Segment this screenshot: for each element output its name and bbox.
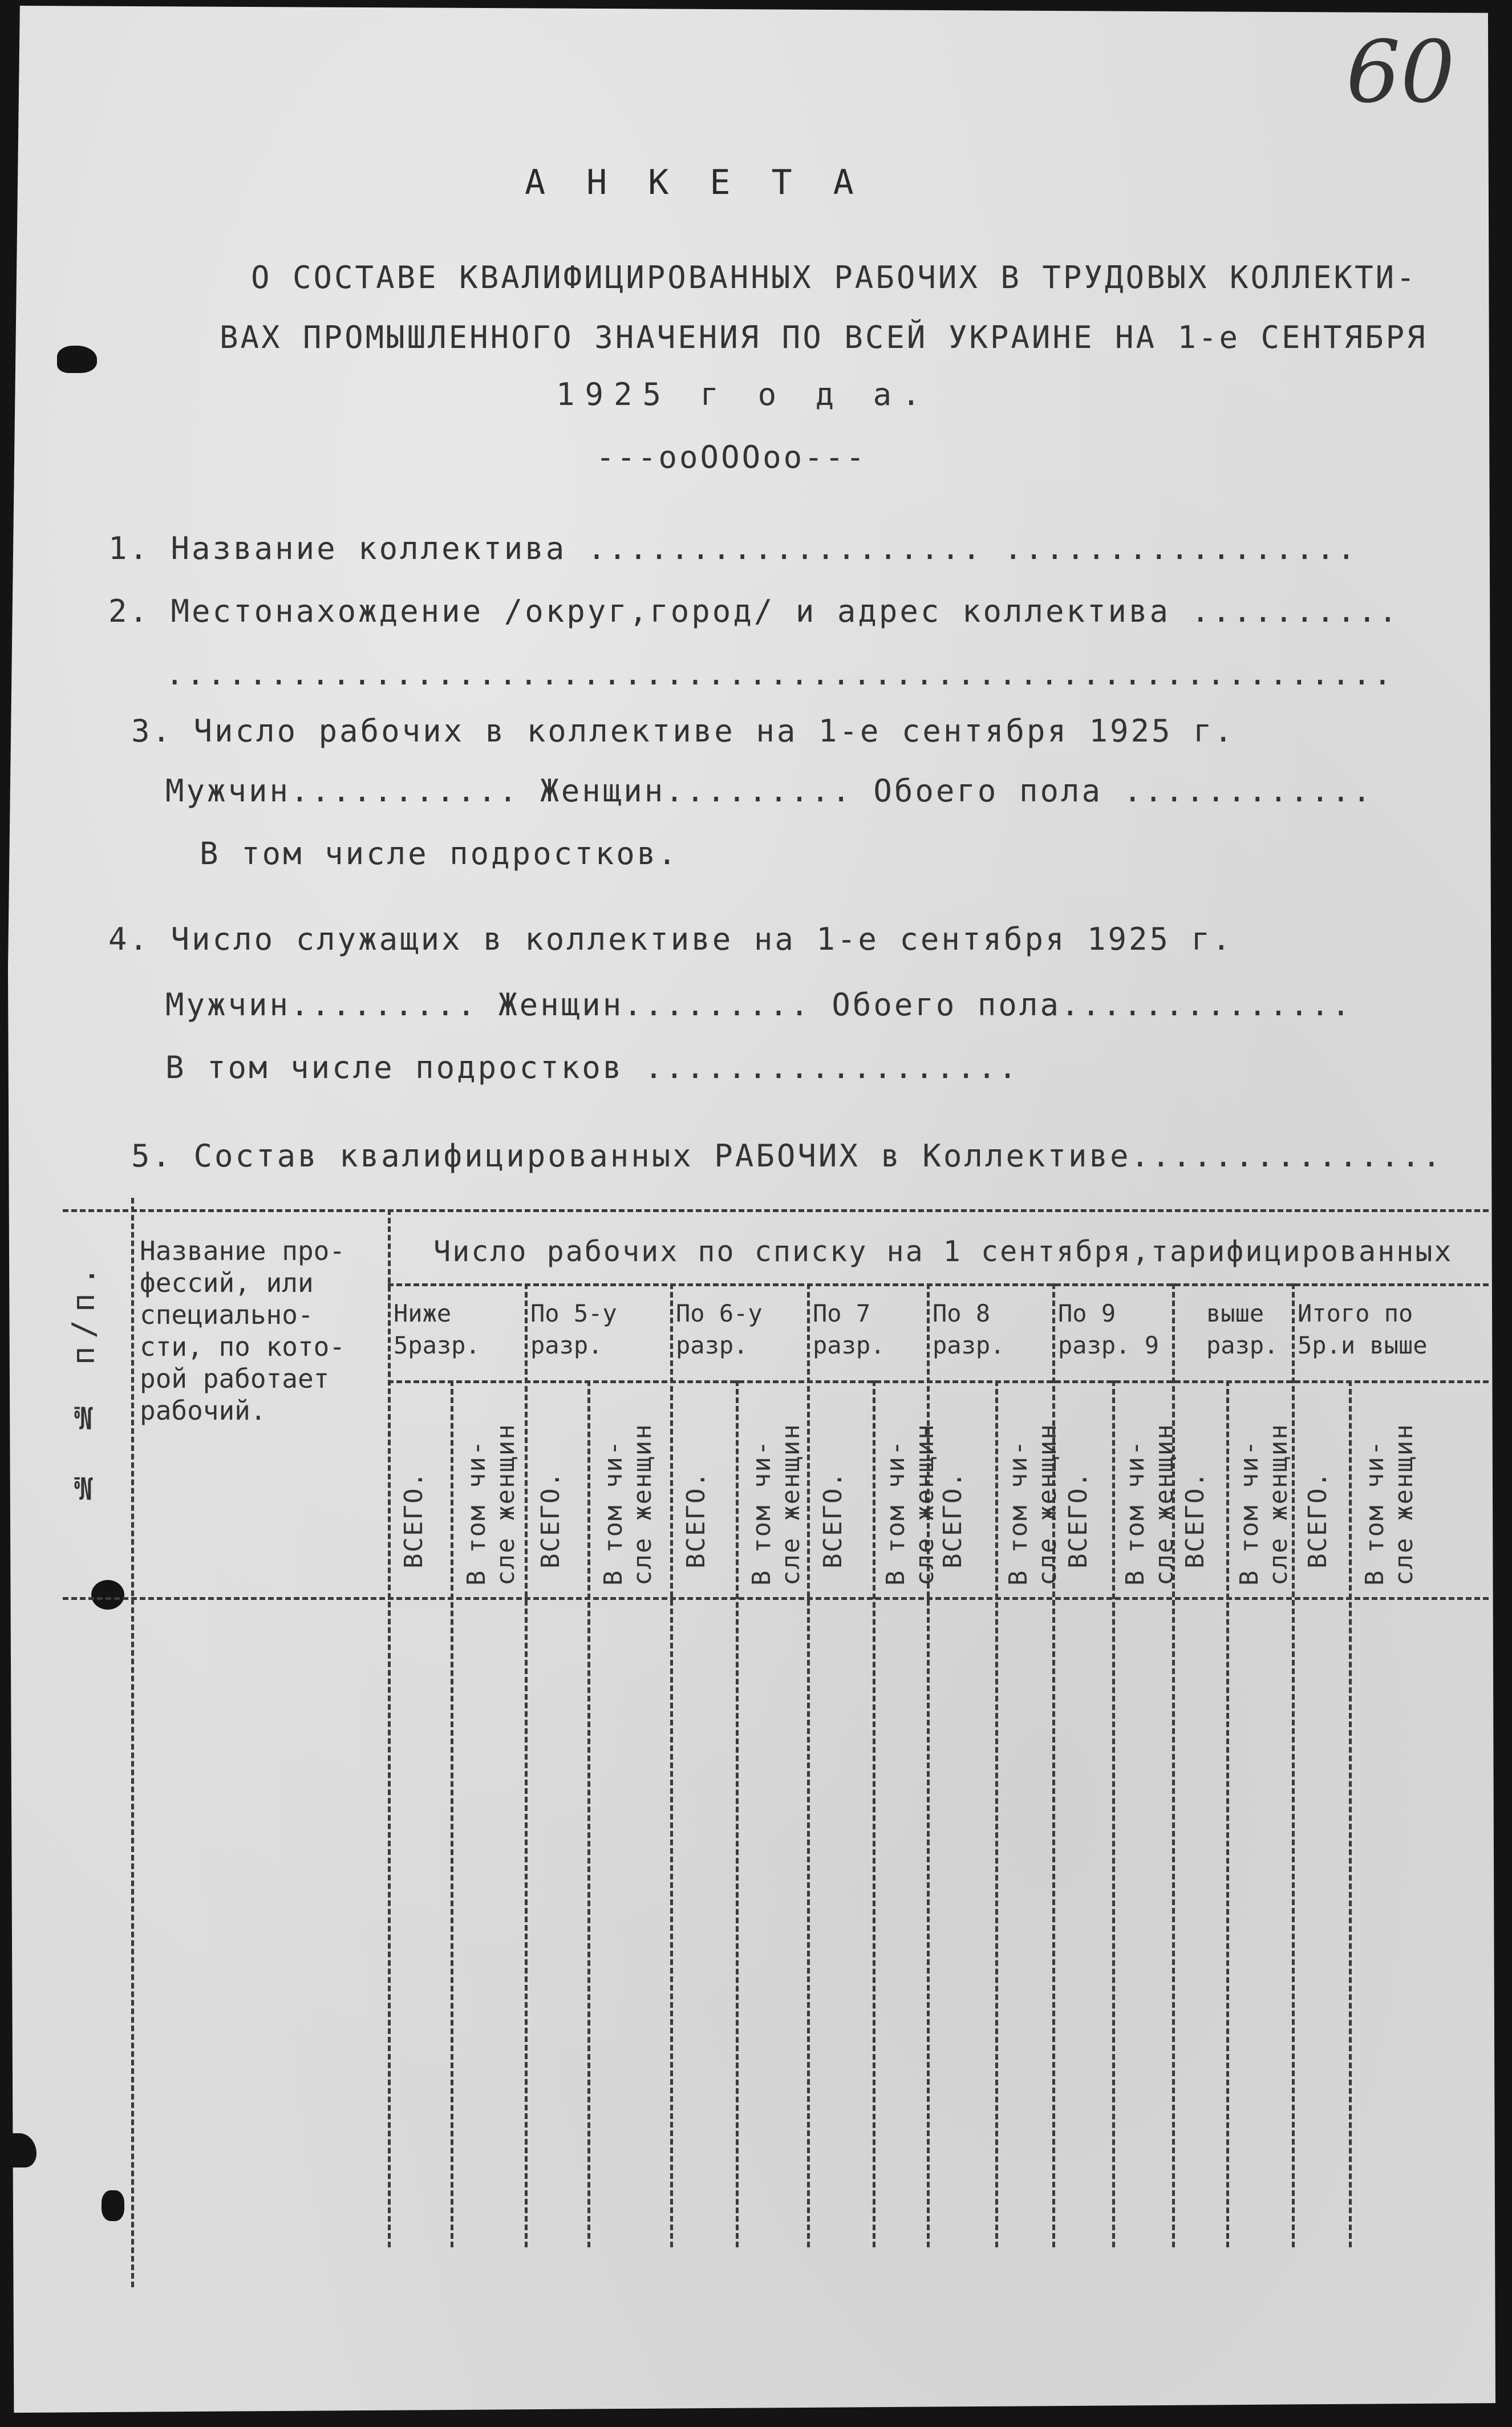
group-5: По 5-у разр. (530, 1299, 617, 1359)
punch-hole (91, 1580, 124, 1610)
group-6: По 6-у разр. (676, 1299, 763, 1359)
table-top-rule (63, 1209, 1489, 1212)
sub-total: ВСЕГО. (682, 1471, 711, 1569)
group-header: Число рабочих по списку на 1 сентября,тарифицированных (433, 1235, 1453, 1268)
sub-total: ВСЕГО. (938, 1471, 967, 1569)
table-col-rule (1112, 1380, 1115, 2247)
group-9: По 9 разр. 9 (1058, 1299, 1160, 1359)
table-col-rule (451, 1380, 453, 2247)
group-total: Итого по 5р.и выше (1298, 1299, 1428, 1359)
group-7: По 7 разр. (813, 1299, 885, 1359)
sub-total: ВСЕГО. (399, 1471, 428, 1569)
separator: ---ооОООоо--- (596, 439, 867, 475)
table-col-rule (995, 1380, 998, 2247)
table-col-rule (587, 1380, 590, 2247)
table-col-rule (1226, 1380, 1229, 2247)
sub-total: ВСЕГО. (536, 1471, 565, 1569)
sub-total: ВСЕГО. (1064, 1471, 1093, 1569)
subtitle-line-2: ВАХ ПРОМЫШЛЕННОГО ЗНАЧЕНИЯ ПО ВСЕЙ УКРАИНЕ НА 1-е СЕНТЯБРЯ (220, 319, 1428, 355)
question-3: 3. Число рабочих в коллективе на 1-е сентября 1925 г. (131, 713, 1235, 749)
table-col-rule (525, 1283, 528, 2247)
table-subgroup-rule (388, 1283, 1489, 1286)
sub-total: ВСЕГО. (818, 1471, 848, 1569)
sub-women: В том чи- сле женщин (599, 1423, 657, 1586)
table-col-rule (873, 1380, 875, 2247)
sub-women: В том чи- сле женщин (881, 1423, 939, 1586)
folio-number: 60 (1346, 23, 1455, 122)
question-4: 4. Число служащих в коллективе на 1-е сентября 1925 г. (108, 921, 1233, 957)
group-8: По 8 разр. (933, 1299, 1005, 1359)
question-5: 5. Состав квалифицированных РАБОЧИХ в Коллективе............... (131, 1138, 1444, 1174)
punch-hole (102, 2190, 124, 2221)
sub-women: В том чи- сле женщин (462, 1423, 520, 1586)
question-2: 2. Местонахождение /округ,город/ и адрес коллектива .......... (108, 593, 1400, 629)
table-col-rule (1349, 1380, 1352, 2247)
group-above-9: выше разр. (1206, 1299, 1279, 1359)
sub-women: В том чи- сле женщин (1235, 1423, 1293, 1586)
sub-women: В том чи- сле женщин (747, 1423, 805, 1586)
column-header-number: № № п/п. (66, 1258, 102, 1506)
group-below-5: Ниже 5разр. (394, 1299, 480, 1359)
table-col-rule (736, 1380, 739, 2247)
question-4-teens: В том числе подростков .................. (165, 1050, 1019, 1085)
table-left-rule (131, 1198, 134, 2287)
question-3-split: Мужчин........... Женщин......... Обоего пола ............ (165, 773, 1373, 809)
sub-women: В том чи- сле женщин (1360, 1423, 1418, 1586)
table-col-rule (807, 1283, 810, 2247)
subtitle-line-1: О СОСТАВЕ КВАЛИФИЦИРОВАННЫХ РАБОЧИХ В ТРУДОВЫХ КОЛЛЕКТИ- (251, 260, 1417, 295)
question-1: 1. Название коллектива ................... ................. (108, 530, 1358, 566)
document-title: АНКЕТА (525, 163, 895, 202)
table-col-rule (388, 1209, 391, 2247)
question-2-line: ........................................................... (165, 656, 1395, 692)
punch-hole (57, 346, 97, 373)
table-header-bottom-rule (63, 1597, 1489, 1600)
table-col-rule (670, 1283, 673, 2247)
question-4-split: Мужчин......... Женщин......... Обоего пола.............. (165, 987, 1353, 1023)
sub-total: ВСЕГО. (1181, 1471, 1210, 1569)
table-subheader-rule (388, 1380, 1489, 1383)
column-header-profession: Название про- фессий, или специально- сти, по кото- рой работает рабочий. (140, 1235, 346, 1426)
sub-women: В том чи- сле женщин (1121, 1423, 1179, 1586)
question-3-teens: В том числе подростков. (200, 836, 679, 872)
sub-women: В том чи- сле женщин (1004, 1423, 1062, 1586)
sub-total: ВСЕГО. (1303, 1471, 1332, 1569)
subtitle-line-3: 1925 г о д а. (556, 376, 931, 412)
